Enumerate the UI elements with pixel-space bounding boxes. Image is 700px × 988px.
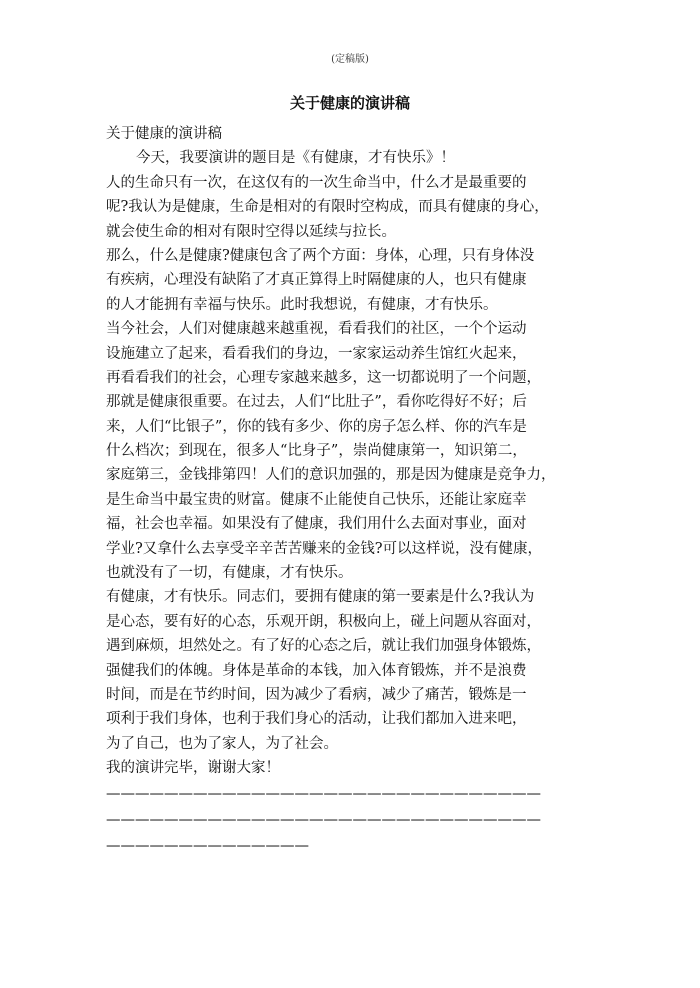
body-line: 呢?我认为是健康，生命是相对的有限时空构成，而具有健康的身心，	[106, 199, 549, 216]
body-line: 时间，而是在节约时间，因为减少了看病，减少了痛苦，锻炼是一	[106, 686, 527, 703]
body-line: 强健我们的体魄。身体是革命的本钱，加入体育锻炼，并不是浪费	[106, 662, 527, 679]
body-line: 那么，什么是健康?健康包含了两个方面：身体，心理，只有身体没	[106, 247, 535, 264]
dash-rule: ——————————————————————————————	[106, 811, 541, 828]
body-line: 就会使生命的相对有限时空得以延续与拉长。	[106, 223, 396, 240]
body-line: 家庭第三，金钱排第四！人们的意识加强的，那是因为健康是竞争力，	[106, 467, 556, 484]
body-line: 今天，我要演讲的题目是《有健康，才有快乐》！	[136, 150, 455, 167]
body-line: 福，社会也幸福。如果没有了健康，我们用什么去面对事业，面对	[106, 516, 527, 533]
body-line: 当今社会，人们对健康越来越重视，看看我们的社区，一个个运动	[106, 321, 527, 338]
body-line: 有健康，才有快乐。同志们，要拥有健康的第一要素是什么?我认为	[106, 589, 535, 606]
body-line: 关于健康的演讲稿	[106, 126, 222, 142]
body-line: 再看看我们的社会，心理专家越来越多，这一切都说明了一个问题，	[106, 369, 541, 386]
header-mark: (定稿版)	[331, 54, 369, 65]
dash-rule: ——————————————————————————————	[106, 785, 541, 802]
body-line: 是生命当中最宝贵的财富。健康不止能使自己快乐，还能让家庭幸	[106, 491, 527, 508]
dash-rule: ——————————————	[106, 837, 309, 854]
body-line: 有疾病，心理没有缺陷了才真正算得上时隔健康的人，也只有健康	[106, 272, 527, 289]
body-line: 也就没有了一切，有健康，才有快乐。	[106, 565, 353, 582]
document-body	[106, 122, 594, 859]
body-line: 学业?又拿什么去享受辛辛苦苦赚来的金钱?可以这样说，没有健康，	[106, 540, 543, 557]
body-line: 那就是健康很重要。在过去，人们“比肚子”，看你吃得好不好；后	[106, 394, 527, 411]
body-line: 我的演讲完毕，谢谢大家！	[106, 760, 280, 777]
document-title: 关于健康的演讲稿	[289, 94, 410, 112]
body-line: 的人才能拥有幸福与快乐。此时我想说，有健康，才有快乐。	[106, 296, 498, 313]
body-line: 遇到麻烦，坦然处之。有了好的心态之后，就让我们加强身体锻炼，	[106, 638, 541, 655]
body-line: 为了自己，也为了家人，为了社会。	[106, 735, 338, 752]
body-line: 人的生命只有一次，在这仅有的一次生命当中，什么才是最重要的	[106, 174, 527, 191]
body-line: 项利于我们身体，也利于我们身心的活动，让我们都加入进来吧，	[106, 711, 527, 728]
body-line: 是心态，要有好的心态，乐观开朗，积极向上，碰上问题从容面对，	[106, 613, 541, 630]
body-line: 设施建立了起来，看看我们的身边，一家家运动养生馆红火起来，	[106, 345, 527, 362]
body-line: 来，人们“比银子”，你的钱有多少、你的房子怎么样、你的汽车是	[106, 418, 527, 435]
body-line: 什么档次；到现在，很多人“比身子”，崇尚健康第一，知识第二，	[106, 443, 527, 460]
